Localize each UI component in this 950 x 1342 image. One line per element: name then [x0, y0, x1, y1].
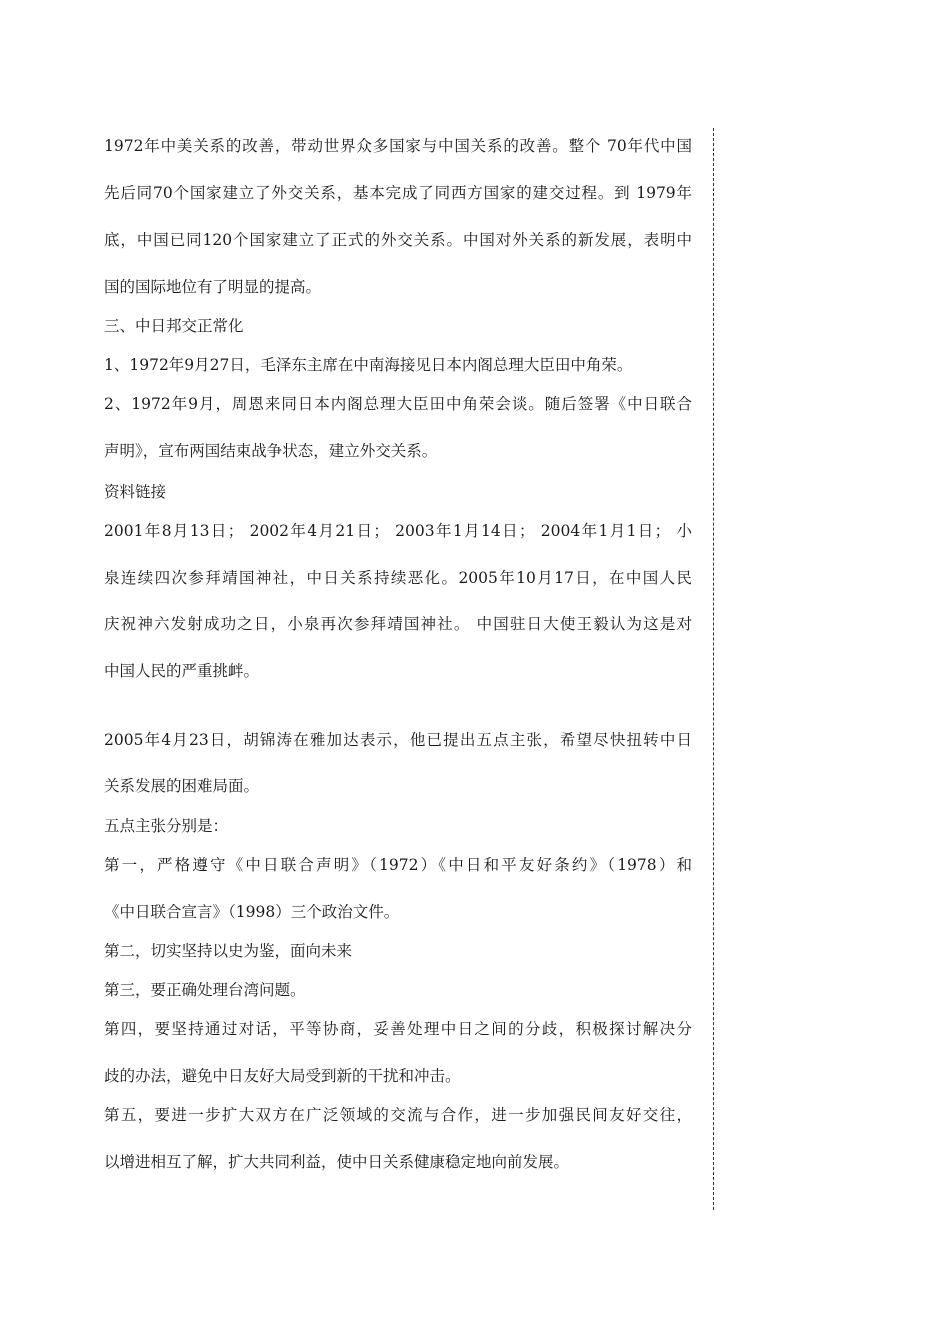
binding-line-divider [713, 128, 714, 1210]
paragraph-line: 第二，切实坚持以史为鉴，面向未来 [104, 942, 353, 960]
paragraph-line: 先后同70个国家建立了外交关系，基本完成了同西方国家的建交过程。到 1979年 [104, 184, 692, 202]
paragraph-line: 2、1972年9月，周恩来同日本内阁总理大臣田中角荣会谈。随后签署《中日联合 [104, 395, 692, 413]
paragraph-line: 2005年4月23日，胡锦涛在雅加达表示，他已提出五点主张，希望尽快扭转中日 [104, 731, 692, 749]
paragraph-line: 底，中国已同120个国家建立了正式的外交关系。中国对外关系的新发展，表明中 [104, 231, 692, 249]
paragraph-line: 中国人民的严重挑衅。 [104, 662, 260, 680]
paragraph-line: 1、1972年9月27日，毛泽东主席在中南海接见日本内阁总理大臣田中角荣。 [104, 356, 633, 374]
paragraph-line: 1972年中美关系的改善，带动世界众多国家与中国关系的改善。整个 70年代中国 [104, 137, 692, 155]
paragraph-line: 《中日联合宣言》（1998）三个政治文件。 [104, 903, 400, 921]
subheading: 资料链接 [104, 483, 167, 501]
paragraph-line: 国的国际地位有了明显的提高。 [104, 278, 322, 296]
paragraph-line: 第一，严格遵守《中日联合声明》（1972）《中日和平友好条约》（1978）和 [104, 856, 692, 874]
paragraph-line: 关系发展的困难局面。 [104, 777, 260, 795]
paragraph-line: 以增进相互了解，扩大共同利益，使中日关系健康稳定地向前发展。 [104, 1153, 570, 1171]
paragraph-line: 歧的办法，避免中日友好大局受到新的干扰和冲击。 [104, 1067, 461, 1085]
paragraph-line: 泉连续四次参拜靖国神社，中日关系持续恶化。2005年10月17日，在中国人民 [104, 569, 692, 587]
section-heading: 三、中日邦交正常化 [104, 317, 244, 335]
paragraph-line: 五点主张分别是： [104, 817, 229, 835]
paragraph-line: 第五，要进一步扩大双方在广泛领域的交流与合作，进一步加强民间友好交往， [104, 1106, 692, 1124]
paragraph-line: 2001年8月13日； 2002年4月21日； 2003年1月14日； 2004年1月1日； 小 [104, 522, 692, 540]
paragraph-line: 第三，要正确处理台湾问题。 [104, 981, 306, 999]
paragraph-line: 声明》，宣布两国结束战争状态，建立外交关系。 [104, 442, 438, 460]
paragraph-line: 庆祝神六发射成功之日，小泉再次参拜靖国神社。 中国驻日大使王毅认为这是对 [104, 615, 692, 633]
paragraph-line: 第四，要坚持通过对话，平等协商，妥善处理中日之间的分歧，积极探讨解决分 [104, 1020, 692, 1038]
